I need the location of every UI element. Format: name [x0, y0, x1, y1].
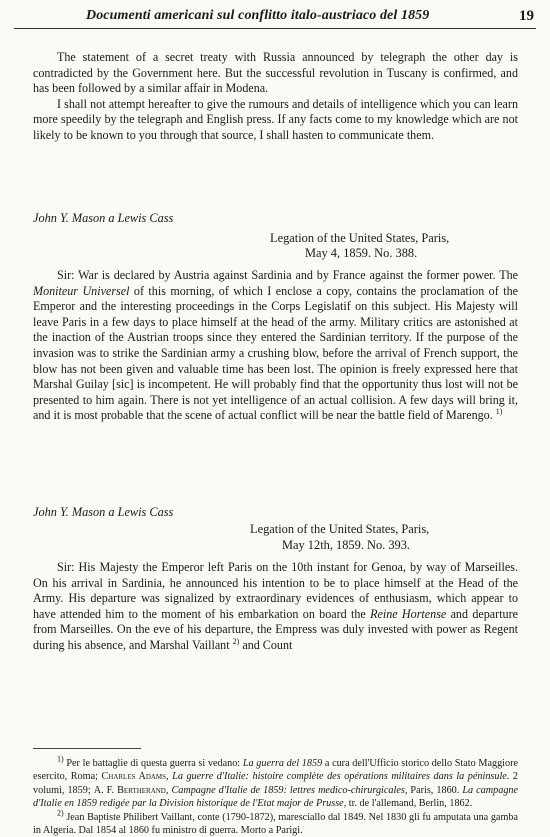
footnote-2	[33, 808, 518, 837]
letter2-paragraph	[33, 560, 518, 654]
footnote-1-author: Charles Adams	[101, 771, 167, 783]
footnote-1-work-title: La campagne d'Italie en 1859 redigée par la Division historique de l'Etat major de Prusse,	[33, 784, 519, 810]
letter2-text-b: and departure from Marseilles. On the eve of his departure, the Empress was duly invested with power as Regent during his absence, and Marshal Vaillant	[33, 606, 518, 652]
letter1-address-line1: Legation of the United States, Paris,	[270, 231, 450, 245]
intro-paragraph-2: I shall not attempt hereafter to give the rumours and details of intelligence which you can learn more speedily by the telegraph and English press. If any facts come to my knowledge which are not likely to be known to you through that source, I shall hasten to communicate them.	[33, 96, 518, 142]
page-number: 19	[519, 8, 534, 24]
letter1-address-line2: May 4, 1859. No. 388.	[305, 246, 418, 260]
footnote-1-text: a cura dell'Ufficio storico dello Stato Maggiore esercito, Roma;	[33, 758, 518, 783]
footnote-1-text: 2 volumi, 1859;	[33, 771, 519, 796]
footnote-1-marker: 1)	[57, 754, 64, 764]
letter2-text-c: and Count	[239, 637, 293, 652]
footnote-1-work-title: La guerre d'Italie: histoire complète des opérations militaires dans la péninsule.	[172, 771, 510, 783]
footnote-1-text: ,	[165, 784, 172, 796]
letter2-ship-name: Reine Hortense	[370, 606, 447, 621]
letter1-newspaper-title: Moniteur Universel	[33, 283, 130, 298]
footnote-1-work-title: Campagne d'Italie de 1859: lettres medico-chirurgicales,	[171, 784, 408, 796]
footnote-1	[33, 754, 519, 811]
letter2-heading: John Y. Mason a Lewis Cass	[33, 505, 174, 519]
footnote-1-text: Paris, 1860.	[407, 784, 463, 796]
running-header	[14, 8, 536, 29]
letter2-text-a: Sir: His Majesty the Emperor left Paris on the 10th instant for Genoa, by way of Marseilles. On his arrival in Sardinia, he announced his intention to be to place himself at the Head of the Army. His departure was signalized by extraordinary evidences of enthusiasm, which appear to have attended him to the moment of his embarkation on board the	[33, 560, 518, 621]
footnote-1-work-title: La guerra del 1859	[242, 758, 323, 769]
letter1-text-b: of this morning, of which I enclose a copy, contains the proclamation of the Emperor and the interesting proceedings in the Corps Legislatif on this subject. His Majesty will leave Paris in a few days to place himself at the head of the army. Military critics are astonished at the inaction of the Austrian troops since they entered the Sardinian territory. If the purpose of the invasion was to strike the Sardinian army a crushing blow, before the arrival of French support, the blow has not been given and valuable time has been lost. The opinion is freely expressed here that Marshal Guilay [sic] is incompetent. He will probably find that the opportunity thus lost will not be presented to him again. There is not yet intelligence of an actual collision. A few days will bring it, and it is most probable that the scene of actual conflict will be near the battle field of Marengo.	[33, 283, 518, 423]
footnote-1-text: Per le battaglie di questa guerra si vedano:	[63, 758, 243, 769]
letter2-address-line2: May 12th, 1859. No. 393.	[282, 538, 411, 552]
footnote-divider	[33, 748, 141, 749]
footnotes	[33, 754, 519, 837]
footnote-ref-1: 1)	[495, 407, 503, 417]
letter1-paragraph	[33, 268, 518, 424]
footnote-2-text: Jean Baptiste Philibert Vaillant, conte (1790-1872), maresciallo dal 1849. Nel 1830 gli fu amputata una gamba in Algeria. Dal 1854 al 1860 fu ministro di guerra. Morto a Parigi.	[33, 811, 518, 837]
letter1-body	[33, 268, 518, 424]
footnote-2-marker: 2)	[57, 808, 64, 818]
letter2-body	[33, 560, 518, 654]
letter1-heading: John Y. Mason a Lewis Cass	[33, 211, 174, 225]
footnote-1-text: tr. de l'allemand, Berlin, 1862.	[346, 798, 473, 810]
footnote-1-text: ,	[166, 771, 173, 783]
footnote-ref-2: 2)	[232, 636, 240, 646]
intro-paragraph-1: The statement of a secret treaty with Russia announced by telegraph the other day is contradicted by the Government here. But the successful revolution in Tuscany is confirmed, and has been followed by a similar affair in Modena.	[33, 50, 518, 96]
running-title: Documenti americani sul conflitto italo-austriaco del 1859	[86, 8, 430, 23]
footnote-1-author: A. F. Bertherand	[93, 784, 166, 796]
letter2-address-line1: Legation of the United States, Paris,	[250, 522, 430, 536]
intro-section	[33, 50, 518, 144]
letter1-text-a: Sir: War is declared by Austria against Sardinia and by France against the former power. The	[57, 268, 518, 282]
